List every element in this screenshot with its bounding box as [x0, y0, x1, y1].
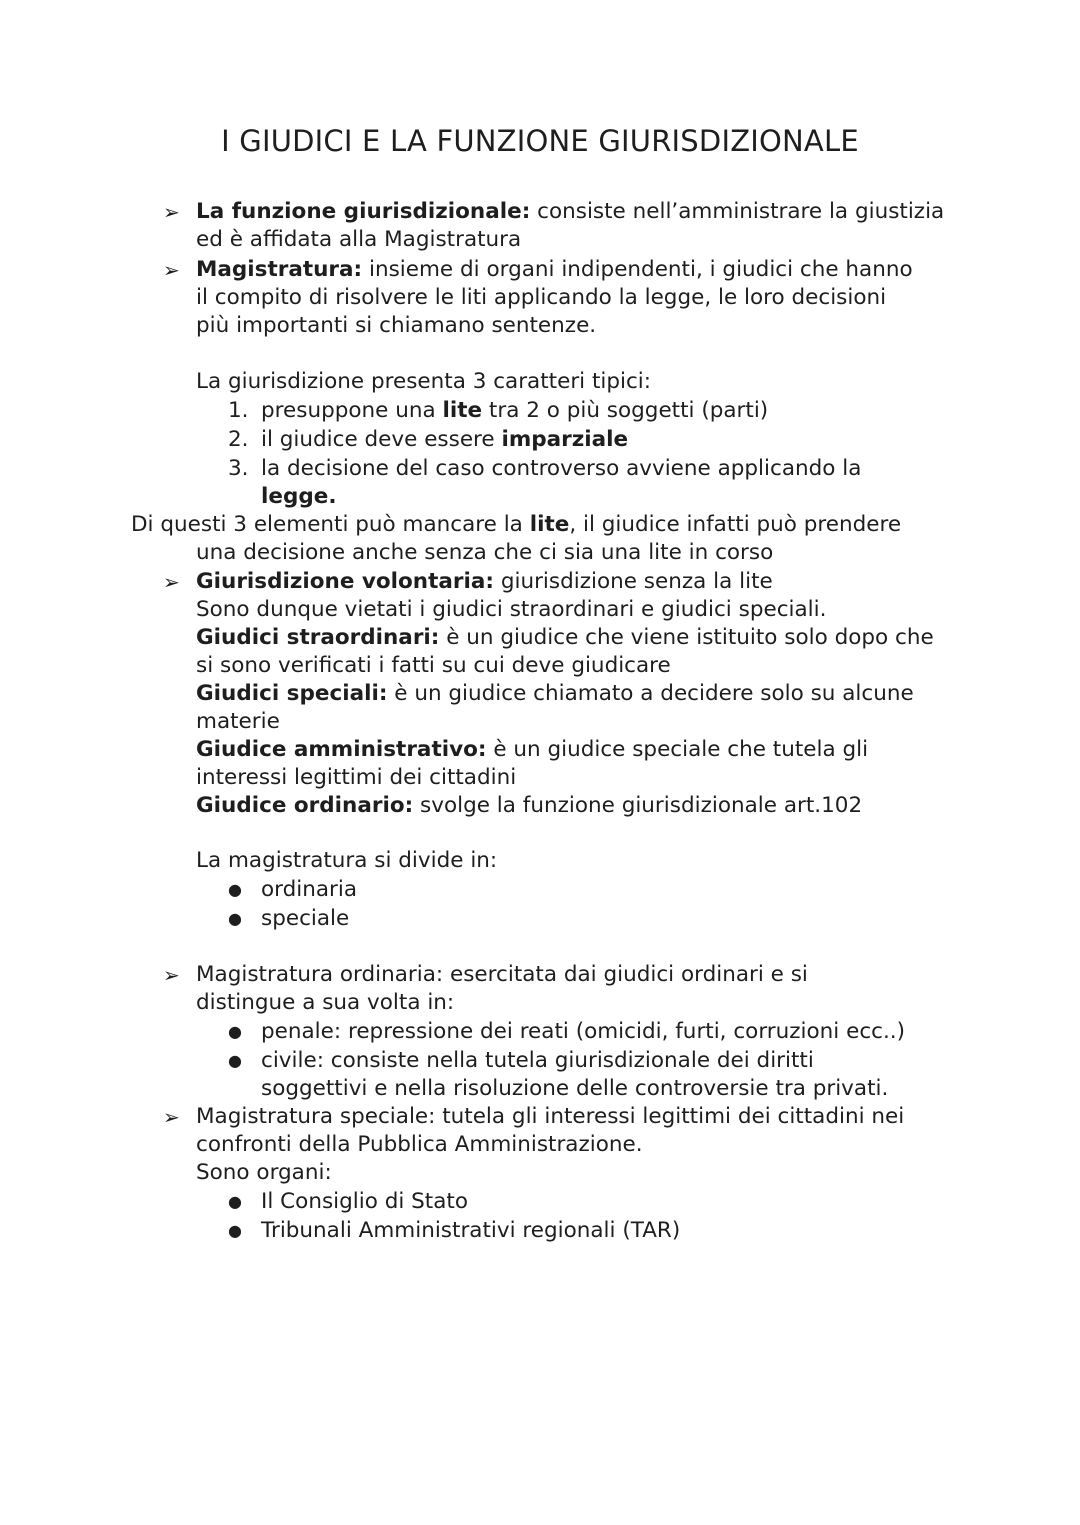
- bullet-line: materie: [196, 709, 280, 734]
- list-number: 2.: [228, 427, 249, 452]
- list-item: la decisione del caso controverso avviene applicando la: [261, 456, 862, 481]
- list-number: 3.: [228, 456, 249, 481]
- arrow-bullet-icon: ➢: [163, 200, 180, 224]
- paragraph-giurisdizione-intro: La giurisdizione presenta 3 caratteri tipici:: [196, 369, 652, 394]
- list-item: Il Consiglio di Stato: [261, 1189, 468, 1214]
- bullet-giurisdizione-volontaria: Giurisdizione volontaria: giurisdizione senza la lite: [196, 569, 773, 594]
- list-item-continuation: legge.: [261, 484, 337, 509]
- definition-giudice-amministrativo: Giudice amministrativo: è un giudice speciale che tutela gli: [196, 737, 869, 762]
- definition-giudice-ordinario: Giudice ordinario: svolge la funzione giurisdizionale art.102: [196, 793, 863, 818]
- list-item: penale: repressione dei reati (omicidi, furti, corruzioni ecc..): [261, 1019, 906, 1044]
- bullet-magistratura: [196, 256, 913, 284]
- bullet-magistratura-ordinaria: Magistratura ordinaria: esercitata dai giudici ordinari e si: [196, 962, 808, 987]
- paragraph-continuation: una decisione anche senza che ci sia una lite in corso: [196, 540, 774, 565]
- bullet-continuation: più importanti si chiamano sentenze.: [196, 313, 597, 338]
- definition-giudici-speciali: Giudici speciali: è un giudice chiamato a decidere solo su alcune: [196, 681, 914, 706]
- paragraph-magistratura-divide: La magistratura si divide in:: [196, 848, 498, 873]
- list-number: 1.: [228, 398, 249, 423]
- bullet-continuation: ed è affidata alla Magistratura: [196, 227, 522, 252]
- arrow-bullet-icon: ➢: [163, 258, 180, 282]
- bullet-dot-icon: ●: [228, 1051, 242, 1070]
- bullet-line: si sono verificati i fatti su cui deve giudicare: [196, 653, 671, 678]
- arrow-bullet-icon: ➢: [163, 1105, 180, 1129]
- list-item: presuppone una lite tra 2 o più soggetti (parti): [261, 398, 769, 423]
- list-item: civile: consiste nella tutela giurisdizionale dei diritti: [261, 1048, 814, 1073]
- list-item: il giudice deve essere imparziale: [261, 427, 629, 452]
- bullet-dot-icon: ●: [228, 1022, 242, 1041]
- bullet-funzione-giurisdizionale: [196, 198, 944, 226]
- definition: insieme di organi indipendenti, i giudici che hanno: [362, 257, 913, 282]
- list-item: speciale: [261, 906, 350, 931]
- term: Magistratura:: [196, 257, 363, 282]
- page-title: I GIUDICI E LA FUNZIONE GIURISDIZIONALE: [221, 124, 859, 158]
- bullet-dot-icon: ●: [228, 1192, 242, 1211]
- list-item: ordinaria: [261, 877, 358, 902]
- bullet-line: Sono dunque vietati i giudici straordinari e giudici speciali.: [196, 597, 827, 622]
- list-item-continuation: soggettivi e nella risoluzione delle controversie tra privati.: [261, 1076, 889, 1101]
- list-item: Tribunali Amministrativi regionali (TAR): [261, 1218, 681, 1243]
- paragraph-elemento-mancante: Di questi 3 elementi può mancare la lite, il giudice infatti può prendere: [131, 512, 902, 537]
- bullet-continuation: il compito di risolvere le liti applicando la legge, le loro decisioni: [196, 285, 887, 310]
- term: La funzione giurisdizionale:: [196, 199, 531, 224]
- definition: consiste nell’amministrare la giustizia: [530, 199, 945, 224]
- bullet-dot-icon: ●: [228, 909, 242, 928]
- bullet-continuation: confronti della Pubblica Amministrazione.: [196, 1132, 643, 1157]
- bullet-magistratura-speciale: Magistratura speciale: tutela gli interessi legittimi dei cittadini nei: [196, 1104, 905, 1129]
- definition-giudici-straordinari: Giudici straordinari: è un giudice che viene istituito solo dopo che: [196, 625, 934, 650]
- bullet-line: interessi legittimi dei cittadini: [196, 765, 517, 790]
- bullet-line: Sono organi:: [196, 1160, 332, 1185]
- arrow-bullet-icon: ➢: [163, 963, 180, 987]
- bullet-dot-icon: ●: [228, 880, 242, 899]
- bullet-continuation: distingue a sua volta in:: [196, 990, 455, 1015]
- bullet-dot-icon: ●: [228, 1221, 242, 1240]
- arrow-bullet-icon: ➢: [163, 570, 180, 594]
